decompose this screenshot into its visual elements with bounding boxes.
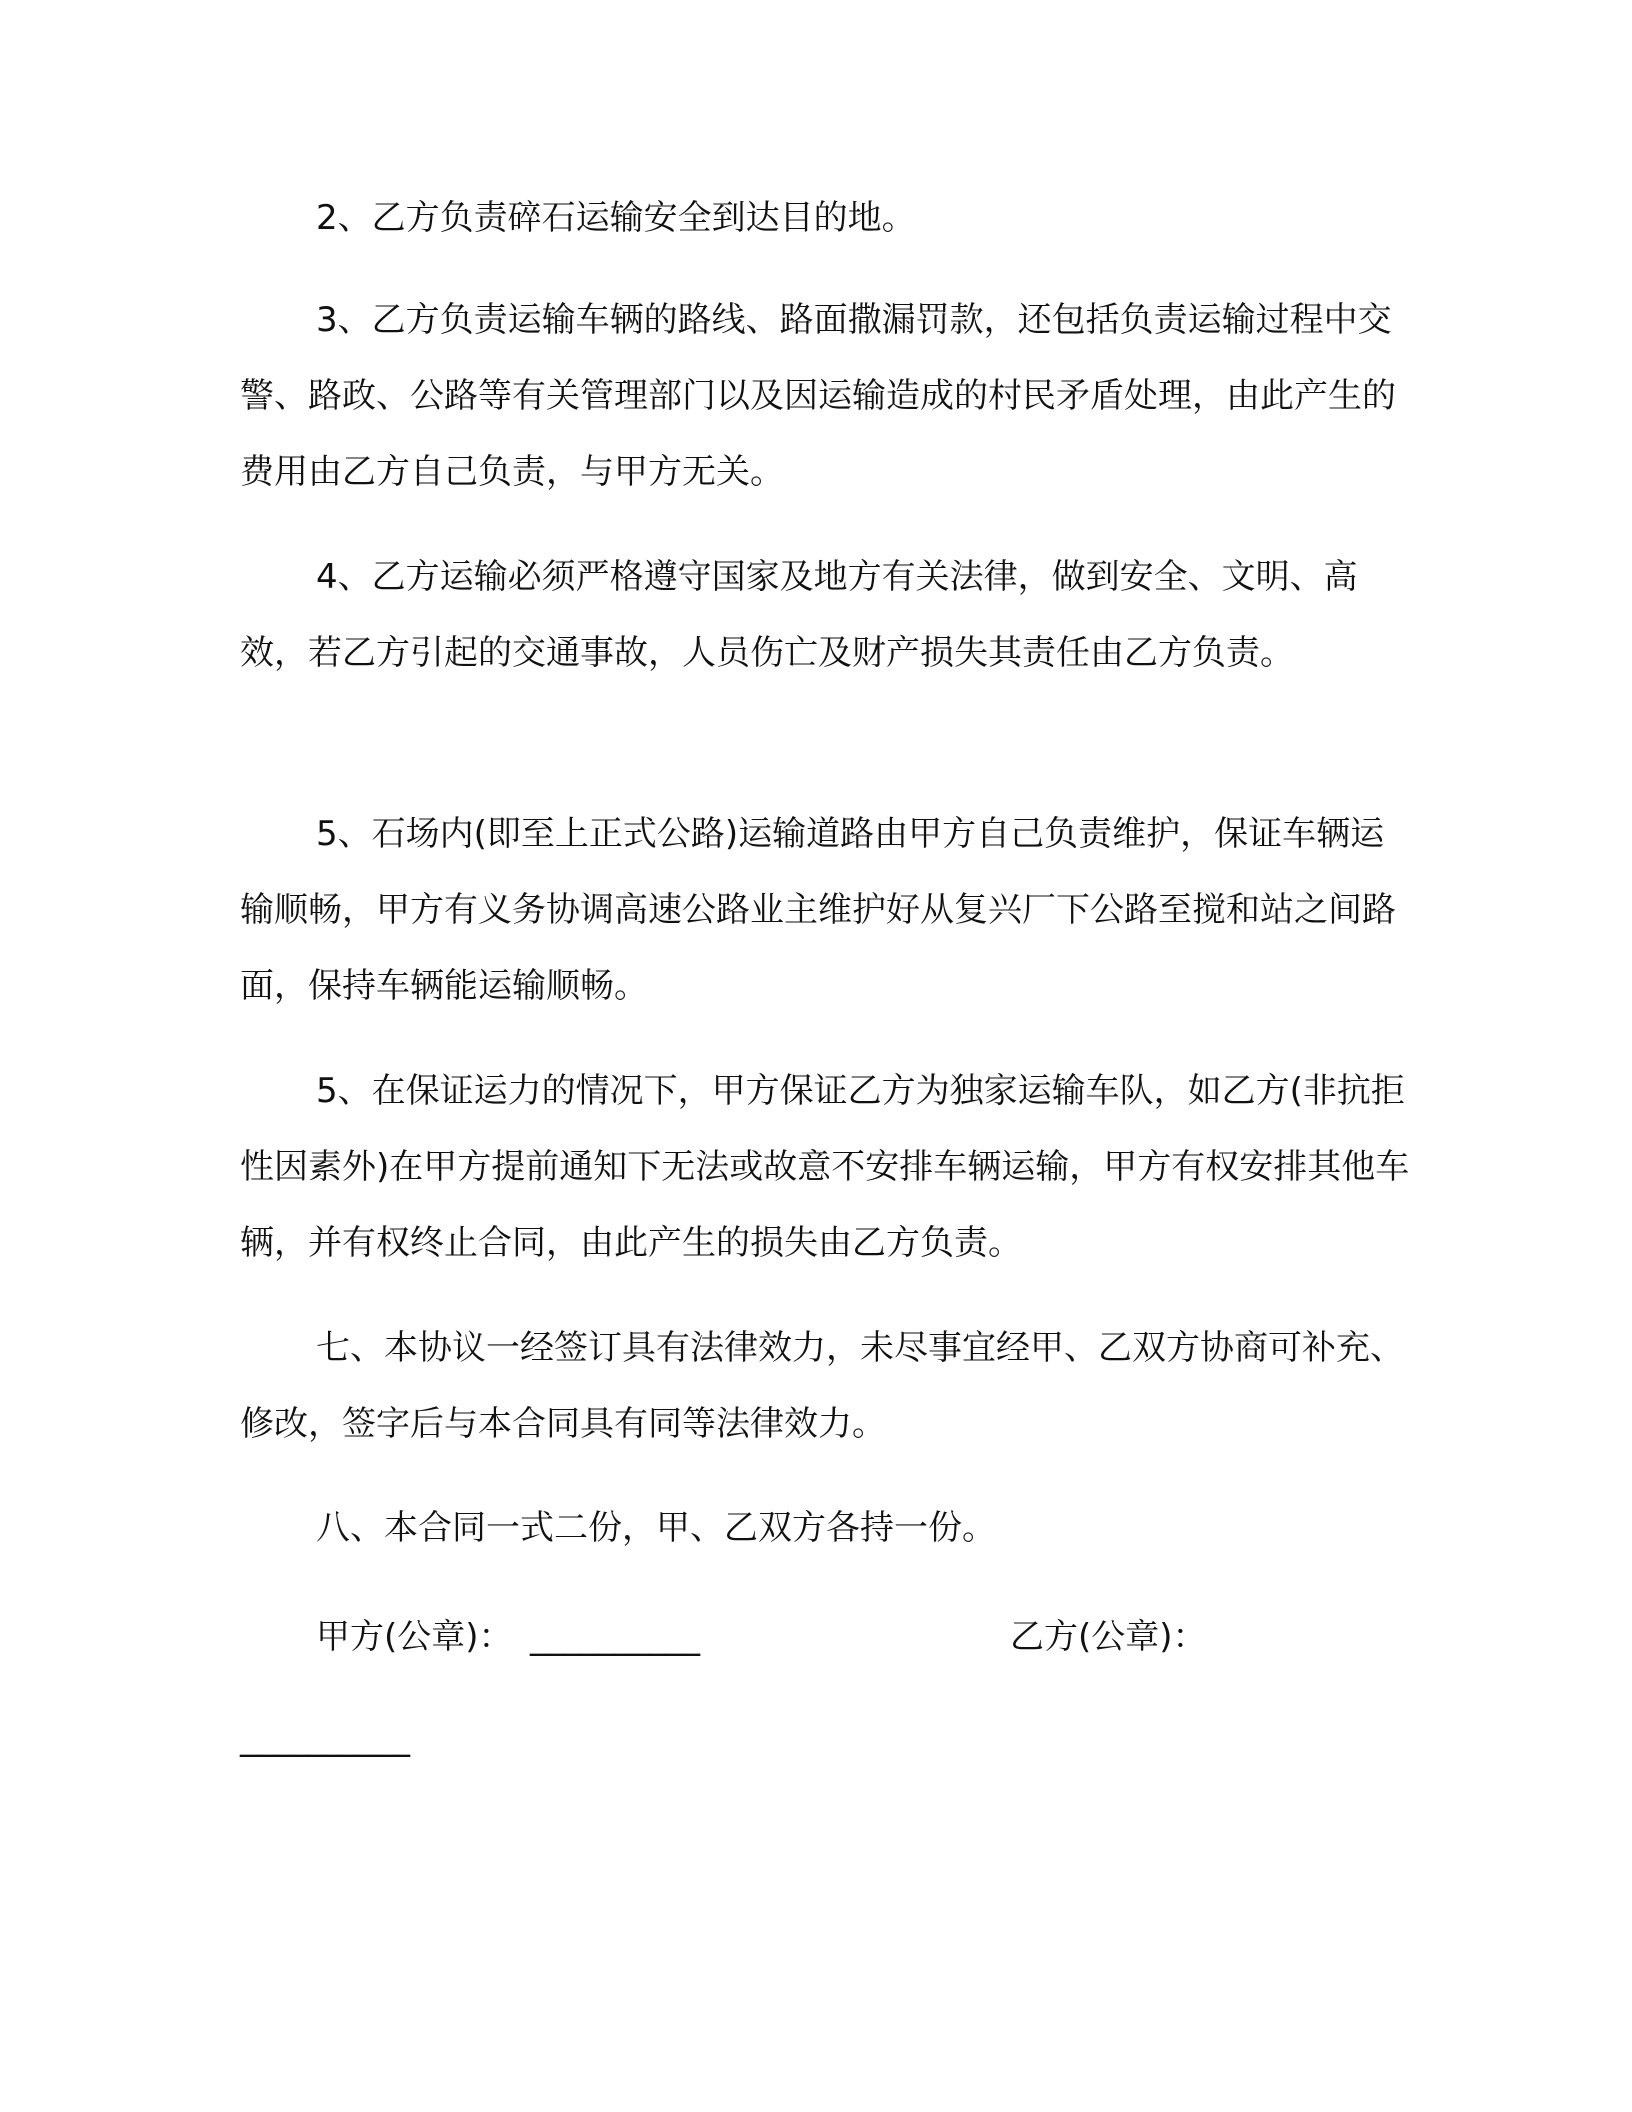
clause-5-road: 5、石场内(即至上正式公路)运输道路由甲方自己负责维护，保证车辆运输顺畅，甲方有义务协调高速公路业主维护好从复兴厂下公路至搅和站之间路面，保持车辆能运输顺畅。 — [240, 814, 1396, 1006]
clause-7: 七、本协议一经签订具有法律效力，未尽事宜经甲、乙双方协商可补充、修改，签字后与本合同具有同等法律效力。 — [240, 1328, 1404, 1444]
party-b-seal-label: 乙方(公章)： — [1010, 1617, 1207, 1657]
party-a-seal-label: 甲方(公章)： — [316, 1617, 513, 1657]
clause-2: 2、乙方负责碎石运输安全到达目的地。 — [316, 198, 916, 238]
clause-5-exclusive: 5、在保证运力的情况下，甲方保证乙方为独家运输车队，如乙方(非抗拒性因素外)在甲方提前通知下无法或故意不安排车辆运输，甲方有权安排其他车辆，并有权终止合同，由此产生的损失由乙方负责。 — [240, 1071, 1410, 1263]
party-a-signature-blank: __________ — [530, 1617, 700, 1657]
clause-4: 4、乙方运输必须严格遵守国家及地方有关法律，做到安全、文明、高效，若乙方引起的交通事故，人员伤亡及财产损失其责任由乙方负责。 — [240, 557, 1358, 673]
clause-3: 3、乙方负责运输车辆的路线、路面撒漏罚款，还包括负责运输过程中交警、路政、公路等有关管理部门以及因运输造成的村民矛盾处理，由此产生的费用由乙方自己负责，与甲方无关。 — [240, 300, 1396, 492]
clause-8: 八、本合同一式二份，甲、乙双方各持一份。 — [316, 1508, 996, 1548]
party-b-signature-blank: __________ — [240, 1718, 410, 1758]
